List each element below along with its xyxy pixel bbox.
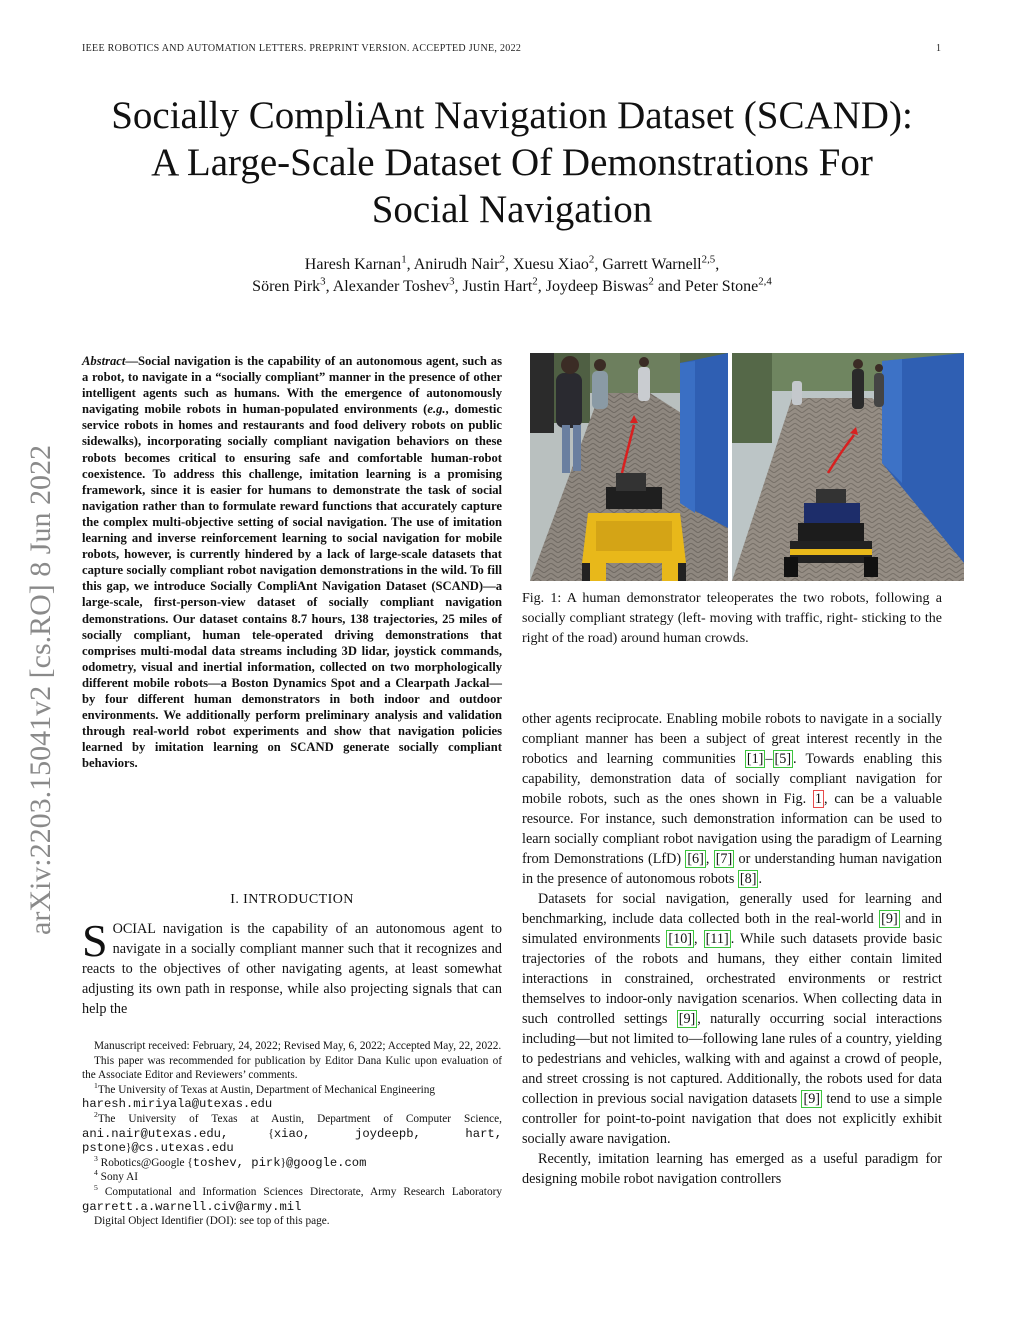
author-name: , Alexander Toshev (325, 278, 450, 295)
spot-robot-photo (530, 353, 728, 581)
lfd-abbrev: LfD (652, 851, 677, 867)
citation-link[interactable]: [5] (774, 751, 792, 767)
citation-link[interactable]: [10] (668, 931, 693, 947)
figure-1 (522, 353, 942, 581)
abstract-text: )—a large-scale, first-person-view dataset of socially compliant navigation demonstrations. Our dataset contains 8.7 hours, 138 trajectories, 25 miles of socially compliant, human tele-operated driving demonstrations that comprises multi-modal data streams including 3D lidar, joystick commands, odometry, visual and inertial information, collected on two morphologically different mobile robots—a Boston Dynamics Spot and a Clearpath Jackal—by four different human demonstrators in both indoor and outdoor environments. We additionally perform preliminary analysis and validation through real-world robot experiments and show that navigation policies learned by imitation learning on (82, 579, 502, 755)
body-paragraph: Datasets for social navigation, generally used for learning and benchmarking, include data collected both in the real-world [9] and in simulated environments [10] , [11] . While such datasets provide basic trajectories of the robots and humans, they either contain limited interactions in constrained, orchestrated environments or restrict themselves to indoor-only navigation scenarios. When collecting data in such controlled settings [9] , naturally occurring social interactions including—but not limited to—following lane rules of a country, yielding to pedestrians and vehicles, walking with and against a crowd of people, and street crossing is not captured. Additionally, the robots used for data collection in previous social navigation datasets [9] tend to use a simple controller for point-to-point navigation that does not explicitly exhibit socially aware navigation. (522, 891, 942, 1147)
footnotes (82, 1039, 502, 1229)
citation-link[interactable]: [11] (705, 931, 729, 947)
citation-link[interactable]: [7] (715, 851, 733, 867)
author-line-1 (60, 254, 964, 276)
section-heading: I. INTRODUCTION (230, 892, 354, 907)
footnote-affiliation-1: $^1$The University of Texas at Austin, Department of Mechanical Engineering haresh.miriyala@utexas.edu (82, 1081, 436, 1112)
title-line-2: A Large-Scale Dataset Of Demonstrations For (151, 141, 873, 184)
footnote-doi: Digital Object Identifier (DOI): see top of this page. (94, 1215, 330, 1228)
paper-title (60, 92, 964, 233)
affiliation-mark: 2 (499, 253, 505, 266)
author-line-2 (60, 276, 964, 298)
journal-header: IEEE ROBOTICS AND AUTOMATION LETTERS. PREPRINT VERSION. ACCEPTED JUNE, 2022 (82, 43, 522, 54)
footnote-affiliation-4: $^4$ Sony AI (94, 1168, 139, 1184)
title-line-3: Social Navigation (371, 188, 653, 231)
email-link[interactable]: garrett.a.warnell.civ@army.mil (82, 1199, 302, 1214)
author-name: Sören Pirk (252, 278, 321, 295)
figure-ref-link[interactable]: 1 (814, 791, 823, 807)
affiliation-mark: 2,4 (758, 275, 772, 288)
figure-photo-right (732, 353, 964, 581)
abstract-label: Abstract (82, 354, 126, 368)
drop-cap: S (82, 915, 108, 966)
citation-link[interactable]: [8] (739, 871, 757, 887)
affiliation-mark: 2 (588, 253, 595, 266)
intro-lead: OCIAL (112, 921, 156, 937)
author-name: , Garrett Warnell (594, 256, 702, 273)
footnote-received: Manuscript received: February, 24, 2022; Revised May, 6, 2022; Accepted May, 22, 2022. (94, 1040, 502, 1052)
dataset-name: SCAND (290, 740, 334, 755)
abstract-text: —Social navigation is the capability of an autonomous agent, such as a robot, to navigate in a “socially compliant” manner in the presence of other intelligent agents such as humans. With the emergence of autonomously navigating mobile robots in human-populated environments ( (82, 354, 502, 417)
intro-text: navigation is the capability of an autonomous agent to navigate in a socially compliant manner such that it recognizes and reacts to the objectives of other navigating agents, at least somewhat adjusting its own path in response, while also projecting signals that can help the (82, 921, 502, 1017)
affiliation-mark: 3 (320, 275, 326, 288)
citation-link[interactable]: [1] (746, 751, 764, 767)
email-link[interactable]: ani.nair@utexas.edu, (82, 1126, 229, 1141)
intro-paragraph (82, 915, 502, 1019)
footnote-recommended: This paper was recommended for publication by Editor Dana Kulic upon evaluation of the Associate Editor and Reviewers’ comments. (82, 1054, 502, 1082)
abstract-eg: e.g. (427, 402, 446, 417)
title-line-1: Socially CompliAnt Navigation Dataset (SCAND): (111, 94, 913, 137)
affiliation-mark: 2,5 (701, 253, 716, 266)
citation-link[interactable]: [9] (881, 911, 898, 927)
citation-link[interactable]: [9] (803, 1091, 821, 1107)
author-name: and Peter Stone (653, 278, 759, 295)
affiliation-mark: 2 (532, 275, 538, 288)
abstract-text: generate socially compliant behaviors. (82, 740, 502, 771)
author-name: , Joydeep Biswas (537, 278, 649, 295)
author-list (60, 254, 964, 298)
figure-caption: Fig. 1: A human demonstrator teleoperates the two robots, following a socially compliant strategy (left- moving with traffic, right- sticking to the right of the road) around human crowds. (522, 591, 942, 646)
body-paragraph: other agents reciprocate. Enabling mobile robots to navigate in a socially compliant manner has been a subject of great interest recently in the robotics and learning communities [1] – [5] . Towards enabling this capability, demonstration data of socially compliant navigation for mobile robots, such as the ones shown in Fig. 1 , can be a valuable resource. For instance, such demonstration information can be used to learn socially compliant robot navigation using the paradigm of Learning from Demonstrations (LfD) [6] , [7] or understanding human navigation in the presence of autonomous robots [8] . (522, 711, 943, 887)
email-link[interactable]: haresh.miriyala@utexas.edu (82, 1097, 273, 1112)
body-paragraph: Recently, imitation learning has emerged as a useful paradigm for designing mobile robot navigation controllers (522, 1151, 942, 1187)
author-name: , Anirudh Nair (406, 256, 500, 273)
jackal-robot-photo (732, 353, 964, 581)
email-link[interactable]: xiao, joydeepb, hart, pstone (82, 1126, 503, 1156)
author-name: , Justin Hart (454, 278, 533, 295)
footnote-affiliation-5: $^5$ Computational and Information Sciences Directorate, Army Research Laboratory garrett.a.warnell.civ@army.mil (82, 1183, 503, 1214)
dataset-name: SCAND (435, 579, 479, 594)
figure-photo-left (530, 353, 728, 581)
email-link[interactable]: toshev, pirk (192, 1155, 281, 1170)
abstract-text: , domestic service robots in homes and restaurants and food delivery robots on public sidewalks), incorporating socially compliant navigation behaviors on these robots becomes critical to ensuring safe and comfortable human-robot coexistence. To address this challenge, imitation learning is a promising framework, since it is easier for humans to demonstrate the task of social navigation rather than to formulate reward functions that accurately capture the complex multi-objective setting of social navigation. The use of imitation learning and inverse reinforcement learning to social navigation for mobile robots, however, is currently hindered by a lack of large-scale datasets that capture socially compliant robot navigation demonstrations in the wild. To fill this gap, we introduce Socially CompliAnt Navigation Dataset ( (82, 402, 502, 594)
affiliation-mark: 3 (449, 275, 455, 288)
author-separator: , (715, 256, 720, 273)
abstract (82, 353, 502, 771)
citation-link[interactable]: [6] (687, 851, 704, 867)
right-column-body (522, 709, 942, 1189)
footnote-affiliation-2: $^2$The University of Texas at Austin, Department of Computer Science, ani.nair@utexas.edu, {xiao, joydeepb, hart, pstone}@cs.utexas.edu (82, 1110, 503, 1156)
author-name: Haresh Karnan (304, 256, 402, 273)
author-name: , Xuesu Xiao (504, 256, 589, 273)
affiliation-mark: 1 (401, 253, 407, 266)
page-number: 1 (936, 43, 941, 54)
affiliation-mark: 2 (648, 275, 654, 288)
email-link[interactable]: @cs.utexas.edu (131, 1141, 234, 1156)
footnote-affiliation-3: $^3$ Robotics@Google {toshev, pirk}@google.com (94, 1153, 367, 1170)
arxiv-stamp[interactable]: arXiv:2203.15041v2 [cs.RO] 8 Jun 2022 (24, 445, 57, 935)
citation-link[interactable]: [9] (678, 1011, 696, 1027)
